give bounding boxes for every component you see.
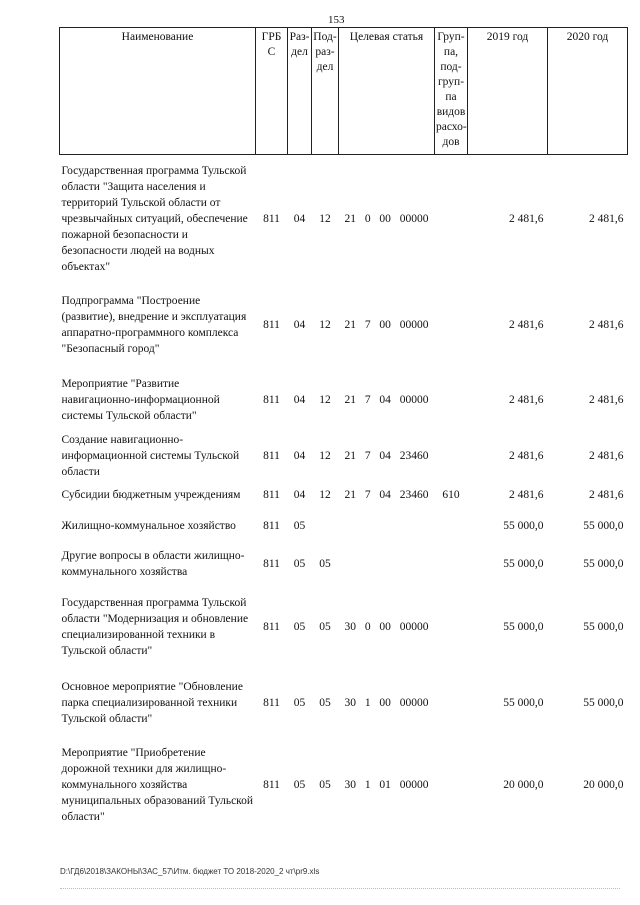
header-celevaya: Целевая статья (339, 28, 435, 155)
row-gruppa (435, 668, 468, 738)
celevaya-parts (341, 211, 433, 227)
row-2020: 55 000,0 (583, 519, 624, 532)
celevaya-part: 23460 (399, 488, 429, 501)
row-name: Подпрограмма "Построение (развитие), внедрение и эксплуатация аппаратно-программного комплекса "Безопасный город" (61, 295, 247, 355)
row-2019: 20 000,0 (503, 778, 544, 791)
celevaya-part: 04 (379, 449, 391, 462)
row-gruppa (435, 368, 468, 432)
row-celevaya (339, 738, 435, 832)
table-row (60, 432, 628, 480)
celevaya-part: 00000 (399, 212, 429, 225)
row-name: Государственная программа Тульской области "Защита населения и территорий Тульской области от чрезвычайных ситуаций, обеспечение пожарной безопасности и безопасности людей на водных объектах" (61, 164, 248, 273)
table-row (60, 542, 628, 586)
row-name: Мероприятие "Приобретение дорожной техники для жилищно-коммунального хозяйства муниципальных образований Тульской области" (61, 746, 254, 823)
celevaya-part: 21 (344, 393, 356, 406)
row-grbs: 811 (263, 696, 280, 709)
header-grbs: ГРБ С (256, 28, 288, 155)
row-podrazdel (312, 510, 339, 542)
row-name: Государственная программа Тульской области "Модернизация и обновление специализированной техники в Тульской области" (61, 596, 249, 657)
row-grbs: 811 (263, 212, 280, 225)
celevaya-part: 00 (379, 212, 391, 225)
row-gruppa (435, 283, 468, 368)
row-podrazdel: 12 (319, 488, 331, 501)
row-2019: 2 481,6 (509, 212, 544, 225)
celevaya-part: 1 (364, 778, 371, 791)
celevaya-part: 7 (364, 449, 371, 462)
row-2019: 55 000,0 (503, 696, 544, 709)
celevaya-part: 00000 (399, 620, 429, 633)
row-2019: 2 481,6 (509, 488, 544, 501)
header-podrazdel: Под-раз-дел (312, 28, 339, 155)
table-row (60, 668, 628, 738)
row-gruppa: 610 (442, 488, 460, 501)
celevaya-part: 30 (344, 778, 356, 791)
row-grbs: 811 (263, 519, 280, 532)
row-podrazdel: 12 (319, 212, 331, 225)
table-row (60, 480, 628, 510)
row-razdel: 04 (293, 212, 306, 225)
row-2019: 2 481,6 (509, 393, 544, 406)
celevaya-parts (341, 695, 433, 711)
row-podrazdel: 05 (319, 696, 331, 709)
celevaya-parts (341, 619, 433, 635)
celevaya-part: 00 (379, 696, 391, 709)
row-name: Создание навигационно-информационной системы Тульской области (61, 433, 240, 478)
row-razdel: 05 (293, 557, 306, 570)
row-2019: 2 481,6 (509, 319, 544, 331)
celevaya-part: 04 (379, 488, 391, 501)
row-grbs: 811 (263, 620, 280, 633)
table-body (60, 155, 628, 832)
row-gruppa (435, 542, 468, 586)
row-razdel: 05 (293, 620, 306, 633)
row-gruppa (435, 432, 468, 480)
row-celevaya (339, 368, 435, 432)
row-celevaya (339, 510, 435, 542)
celevaya-part: 00000 (399, 778, 429, 791)
row-podrazdel: 05 (319, 620, 331, 633)
celevaya-part: 21 (344, 488, 356, 501)
celevaya-part: 21 (344, 212, 356, 225)
header-name: Наименование (60, 28, 256, 155)
row-podrazdel: 12 (319, 393, 331, 406)
row-2020: 55 000,0 (583, 696, 624, 709)
table-row (60, 283, 628, 368)
celevaya-parts (341, 487, 433, 503)
celevaya-part: 30 (344, 620, 356, 633)
row-2019: 55 000,0 (503, 557, 544, 570)
row-celevaya (339, 155, 435, 283)
celevaya-part: 00000 (399, 393, 429, 406)
row-gruppa (435, 510, 468, 542)
row-celevaya (339, 432, 435, 480)
row-razdel: 05 (293, 519, 306, 532)
row-name: Субсидии бюджетным учреждениям (61, 488, 241, 501)
celevaya-part: 0 (364, 212, 371, 225)
row-grbs: 811 (263, 319, 280, 331)
header-2019: 2019 год (468, 28, 548, 155)
celevaya-part: 7 (364, 488, 371, 501)
row-2020: 2 481,6 (589, 488, 624, 501)
row-2019: 2 481,6 (509, 449, 544, 462)
celevaya-part: 1 (364, 696, 371, 709)
celevaya-part: 7 (364, 319, 371, 331)
row-grbs: 811 (263, 488, 280, 501)
file-path-footer: D:\ГД6\2018\ЗАКОНЫ\ЗАС_57\Итм. бюджет ТО 2018-2020_2 чт\pr9.xls (60, 867, 320, 876)
row-podrazdel: 05 (319, 778, 331, 791)
row-celevaya (339, 542, 435, 586)
celevaya-part: 01 (379, 778, 391, 791)
row-celevaya (339, 480, 435, 510)
celevaya-part: 21 (344, 449, 356, 462)
row-podrazdel: 12 (319, 319, 331, 331)
header-2020: 2020 год (548, 28, 628, 155)
row-2020: 55 000,0 (583, 557, 624, 570)
row-2020: 2 481,6 (589, 393, 624, 406)
row-razdel: 04 (293, 393, 306, 406)
row-grbs: 811 (263, 449, 280, 462)
row-razdel: 04 (293, 319, 306, 331)
row-2019: 55 000,0 (503, 519, 544, 532)
celevaya-parts (341, 317, 433, 333)
row-2020: 2 481,6 (589, 212, 624, 225)
row-celevaya (339, 586, 435, 668)
row-name: Основное мероприятие "Обновление парка специализированной техники Тульской области" (61, 680, 243, 725)
row-2020: 2 481,6 (589, 449, 624, 462)
budget-table (59, 27, 628, 832)
celevaya-part: 00000 (399, 696, 429, 709)
row-name: Мероприятие "Развитие навигационно-информационной системы Тульской области" (61, 377, 220, 422)
row-razdel: 05 (293, 778, 306, 791)
table-header (60, 28, 628, 155)
row-name: Другие вопросы в области жилищно-коммунального хозяйства (61, 549, 245, 578)
row-razdel: 04 (293, 488, 306, 501)
row-podrazdel: 05 (319, 557, 331, 570)
row-grbs: 811 (263, 778, 280, 791)
header-gruppa: Груп-па, под-груп-па видов расхо-дов (435, 28, 468, 155)
row-gruppa (435, 738, 468, 832)
celevaya-part: 00000 (399, 319, 429, 331)
row-razdel: 05 (293, 696, 306, 709)
celevaya-part: 23460 (399, 449, 429, 462)
celevaya-part: 00 (379, 319, 391, 331)
celevaya-part: 00 (379, 620, 391, 633)
row-celevaya (339, 668, 435, 738)
page-number: 153 (328, 14, 345, 26)
header-razdel: Раз-дел (288, 28, 312, 155)
table-row (60, 155, 628, 283)
row-2019: 55 000,0 (503, 620, 544, 633)
row-grbs: 811 (263, 393, 280, 406)
scan-noise-line (60, 888, 620, 893)
row-razdel: 04 (293, 449, 306, 462)
table-row (60, 510, 628, 542)
celevaya-part: 21 (344, 319, 356, 331)
celevaya-parts (341, 392, 433, 408)
row-2020: 2 481,6 (589, 319, 624, 331)
row-gruppa (435, 155, 468, 283)
table-row (60, 586, 628, 668)
row-2020: 20 000,0 (583, 778, 624, 791)
row-name: Жилищно-коммунальное хозяйство (61, 519, 236, 532)
row-grbs: 811 (263, 557, 280, 570)
row-celevaya (339, 283, 435, 368)
row-gruppa (435, 586, 468, 668)
row-podrazdel: 12 (319, 449, 331, 462)
celevaya-part: 30 (344, 696, 356, 709)
row-2020: 55 000,0 (583, 620, 624, 633)
celevaya-parts (341, 777, 433, 793)
celevaya-part: 7 (364, 393, 371, 406)
table-row (60, 368, 628, 432)
table-row (60, 738, 628, 832)
celevaya-part: 0 (364, 620, 371, 633)
celevaya-parts (341, 448, 433, 464)
celevaya-part: 04 (379, 393, 391, 406)
